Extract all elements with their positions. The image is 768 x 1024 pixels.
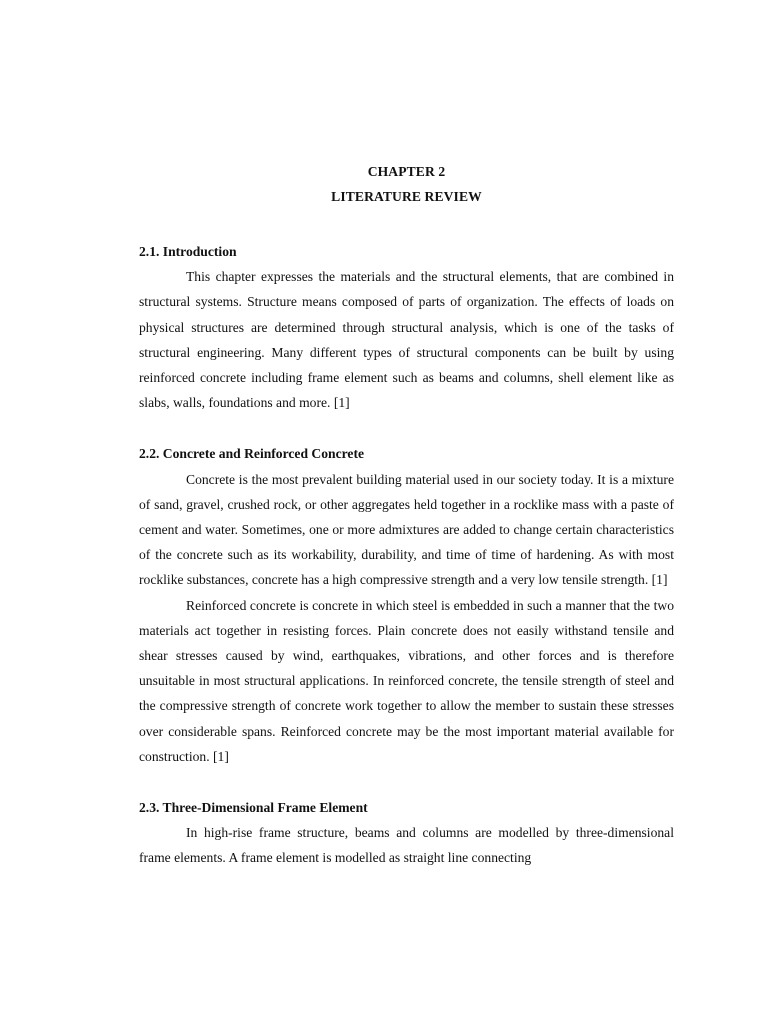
section-heading: 2.1. Introduction <box>139 244 237 259</box>
paragraph: This chapter expresses the materials and the structural elements, that are combined in structural systems. Structure means composed of parts of organization. The effects of loads on physical structures are determined through structural analysis, which is one of the tasks of structural engineering. Many different types of structural components can be built by using reinforced concrete including frame element such as beams and columns, shell element like as slabs, walls, foundations and more. [1] <box>139 269 674 411</box>
section-heading: 2.2. Concrete and Reinforced Concrete <box>139 446 365 462</box>
chapter-title: LITERATURE REVIEW <box>331 189 482 204</box>
spacer <box>139 209 674 239</box>
section-introduction <box>139 239 674 415</box>
paragraph: Concrete is the most prevalent building material used in our society today. It is a mixture of sand, gravel, crushed rock, or other aggregates held together in a rocklike mass with a paste of cement and water. Sometimes, one or more admixtures are added to change certain characteristics of the concrete such as its workability, durability, and time of time of hardening. As with most rocklike substances, concrete has a high compressive strength and a very low tensile strength. [1] <box>139 471 674 588</box>
paragraph: Reinforced concrete is concrete in which steel is embedded in such a manner that the two materials act together in resisting forces. Plain concrete does not easily withstand tensile and shear stresses caused by wind, earthquakes, vibrations, and other forces and is therefore unsuitable in most structural applications. In reinforced concrete, the tensile strength of steel and the compressive strength of concrete work together to allow the member to sustain these stresses over considerable spans. Reinforced concrete may be the most important material available for construction. [1] <box>139 597 674 764</box>
spacer <box>139 769 674 795</box>
section-frame-element <box>139 795 674 871</box>
spacer <box>139 415 674 441</box>
section-concrete <box>139 441 674 769</box>
chapter-number: CHAPTER 2 <box>367 164 446 179</box>
paragraph: In high-rise frame structure, beams and columns are modelled by three-dimensional frame elements. A frame element is modelled as straight line connecting <box>139 825 674 866</box>
page-content <box>139 159 674 871</box>
section-heading: 2.3. Three-Dimensional Frame Element <box>139 800 368 816</box>
